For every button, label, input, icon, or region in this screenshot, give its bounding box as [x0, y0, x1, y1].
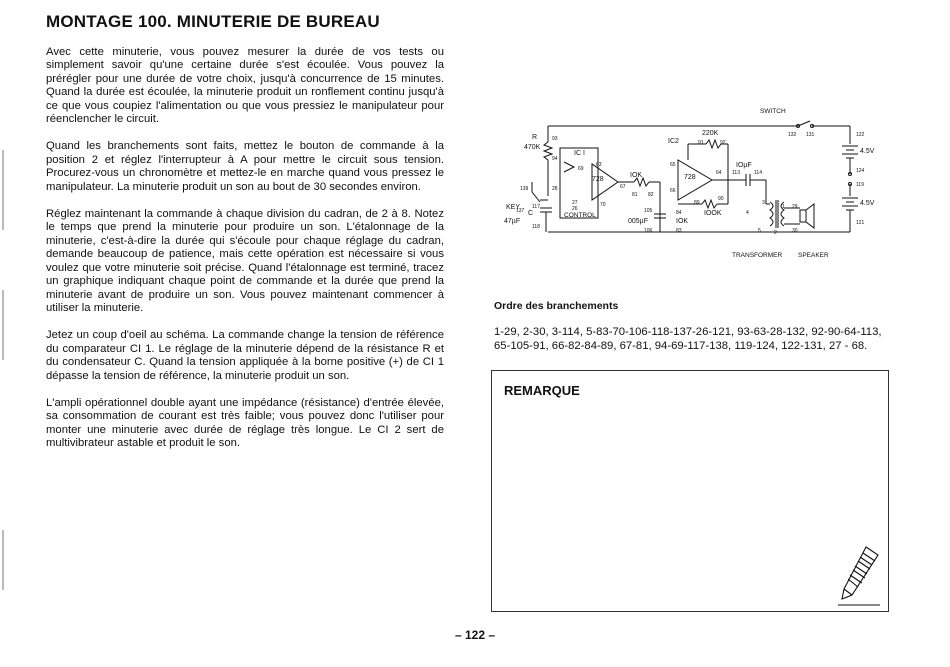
- remark-box: [491, 370, 889, 612]
- pin-69: 69: [578, 166, 584, 172]
- pin-90: 90: [718, 196, 724, 202]
- pin-64: 64: [716, 170, 722, 176]
- pin-132: 132: [788, 132, 797, 138]
- pin-113: 113: [732, 170, 740, 176]
- pin-84: 84: [676, 210, 682, 216]
- circuit-schematic: [492, 104, 892, 264]
- scan-edge-mark: [2, 530, 4, 590]
- pin-94: 94: [552, 156, 558, 162]
- schematic-label-005uf: 005µF: [628, 218, 648, 225]
- pin-28: 28: [552, 186, 558, 192]
- schematic-label-ic1: IC I: [574, 150, 585, 157]
- schematic-label-10k-a: IOK: [630, 172, 643, 179]
- pin-66: 66: [670, 188, 676, 194]
- paragraph-intro: Avec cette minuterie, vous pouvez mesurer la durée de vos tests ou simplement savoir qu'une certaine durée s'est écoulée. Vous pouvez la prérégler pour une durée de votre choix, jusqu'à concurrence de 15 minutes. Quand la durée est écoulée, la minuterie produit un ronflement continu jusqu'à ce que vous coupiez l'alimentation ou que vous pressiez le manipulateur pour réenclencher le circuit.: [46, 46, 444, 126]
- pin-91: 91: [698, 140, 704, 146]
- schematic-label-10k-b: IOK: [676, 218, 689, 225]
- pin-70: 70: [600, 202, 606, 208]
- pin-105: 105: [644, 208, 653, 214]
- schematic-label-switch: SWITCH: [760, 108, 786, 115]
- pin-114: 114: [754, 170, 762, 176]
- page-number: – 122 –: [454, 628, 496, 642]
- pin-5: 5: [758, 228, 761, 234]
- schematic-drawing: [492, 104, 892, 264]
- pin-92: 92: [720, 140, 726, 146]
- schematic-label-100k: IOOK: [704, 210, 722, 217]
- paragraph-setup: Quand les branchements sont faits, mettez le bouton de commande à la position 2 et réglez l'interrupteur à A pour mettre le circuit sous tension. Procurez-vous un chronomètre et mettez-le en marche quand vous pressez le manipulateur. La minuterie produit un son au bout de 30 secondes environ.: [46, 140, 444, 193]
- schematic-label-c: C: [528, 210, 534, 217]
- pin-I: I: [772, 204, 774, 210]
- schematic-label-control: CONTROL: [564, 212, 596, 219]
- pin-83: 83: [676, 228, 682, 234]
- schematic-label-220k: 220K: [702, 130, 719, 137]
- schematic-label-op2: 728: [684, 174, 696, 181]
- pin-121: 121: [856, 220, 865, 226]
- paragraph-opamp: L'ampli opérationnel double ayant une impédance (résistance) d'entrée élevée, sa consommation de courant est très faible; vous pouvez donc l'utiliser pour monter une minuterie avec durée de réglage très longue. Le CI 2 sert de multivibrateur astable et produit le son.: [46, 396, 444, 450]
- pin-124: 124: [856, 168, 865, 174]
- schematic-label-ic2: IC2: [668, 138, 679, 145]
- schematic-label-op1: 728: [592, 176, 604, 183]
- pin-29: 29: [792, 204, 798, 210]
- schematic-label-v1: 4.5V: [860, 148, 875, 155]
- pencil-icon: [836, 545, 882, 607]
- pin-137: 137: [516, 208, 525, 214]
- pin-131: 131: [806, 132, 815, 138]
- scan-edge-mark: [2, 150, 4, 230]
- schematic-label-r: R: [532, 134, 538, 141]
- pin-65: 65: [670, 162, 676, 168]
- pin-117: 117: [532, 204, 540, 210]
- connections-heading: Ordre des branchements: [494, 300, 619, 312]
- schematic-label-speaker: SPEAKER: [798, 252, 829, 259]
- pin-27: 27: [572, 200, 578, 206]
- pin-3: 3: [762, 200, 765, 206]
- pin-81: 81: [632, 192, 638, 198]
- pin-82: 82: [648, 192, 654, 198]
- pin-30: 30: [792, 228, 798, 234]
- schematic-label-10uf: IOµF: [736, 162, 752, 169]
- remark-label: REMARQUE: [504, 383, 580, 398]
- paragraph-schematic: Jetez un coup d'oeil au schéma. La commande change la tension de référence du comparateur CI 1. Le réglage de la minuterie dépend de la résistance R et du condensateur C. Quand la tension appliquée à la borne positive (+) de CI 1 dépasse la tension de référence, la minuterie produit un son.: [46, 329, 444, 382]
- scan-edge-mark: [2, 290, 4, 360]
- pin-1: 1: [782, 204, 785, 210]
- connections-list: 1-29, 2-30, 3-114, 5-83-70-106-118-137-26-121, 93-63-28-132, 92-90-64-113, 65-105-91, 66-82-84-89, 67-81, 94-69-117-138, 119-124, 122-131, 27 - 68.: [494, 326, 882, 352]
- pin-119: 119: [856, 182, 864, 188]
- pin-2: 2: [774, 230, 777, 236]
- paragraph-calibration: Réglez maintenant la commande à chaque division du cadran, de 2 à 8. Notez le temps que prend la minuterie pour produire un son. L'étalonnage de la minuterie, c'est-à-dire la durée qui s'écoule pour chaque réglage du cadran, demande beaucoup de patience, mais cette opération est nécessaire si vous voulez que votre minuterie soit précise. Quand l'étalonnage est terminé, tracez un graphique indiquant chaque point de commande et la durée que prend la minuterie avant de produire un son. Vous pouvez maintenant commencer à utiliser la minuterie.: [46, 208, 444, 314]
- schematic-label-v2: 4.5V: [860, 200, 875, 207]
- pin-67: 67: [620, 184, 626, 190]
- pin-118: 118: [532, 224, 540, 230]
- schematic-label-r-value: 470K: [524, 144, 541, 151]
- pin-4: 4: [746, 210, 749, 216]
- pin-139: 139: [520, 186, 529, 192]
- schematic-label-transformer: TRANSFORMER: [732, 252, 783, 259]
- schematic-label-c-value: 47µF: [504, 218, 521, 225]
- pin-106: 106: [644, 228, 653, 234]
- pin-122: 122: [856, 132, 865, 138]
- page-title: MONTAGE 100. MINUTERIE DE BUREAU: [46, 12, 380, 31]
- pin-26: 26: [572, 206, 578, 212]
- schematic-label-key: KEY: [506, 204, 521, 211]
- pin-93: 93: [552, 136, 558, 142]
- pin-89: 89: [694, 200, 700, 206]
- pin-63: 63: [596, 162, 602, 168]
- body-text: [46, 46, 444, 465]
